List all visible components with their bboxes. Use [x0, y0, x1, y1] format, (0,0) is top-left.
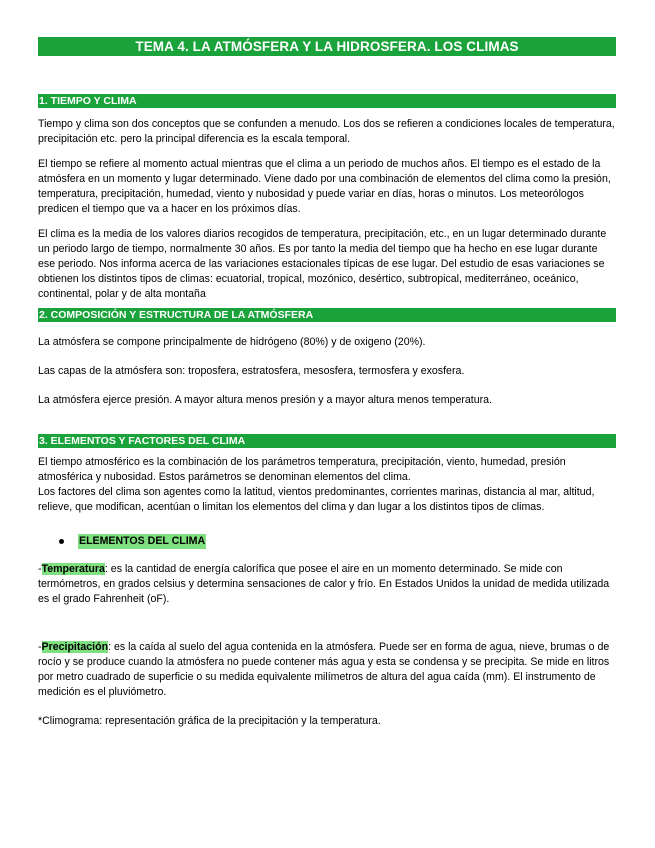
climograma-note: *Climograma: representación gráfica de la precipitación y la temperatura.: [38, 715, 381, 727]
definition-text: : es la caída al suelo del agua contenida en la atmósfera. Puede ser en forma de agua, nieve, brumas o de rocío y se produce cuando la atmósfera no puede contener más agua y esta se condensa y se precipita. Se mide en litros por metro cuadrado de superficie o su medida equivalente milímetros de altura del agua caída (mm). El instrumento de medición es el pluviómetro.: [38, 641, 610, 698]
paragraph: Las capas de la atmósfera son: troposfera, estratosfera, mesosfera, termosfera y exosfera.: [38, 365, 465, 377]
section-heading-composicion: 2. COMPOSICIÓN Y ESTRUCTURA DE LA ATMÓSFERA: [38, 308, 616, 322]
precipitacion-paragraph: [38, 640, 616, 700]
section-heading-tiempo-y-clima: 1. TIEMPO Y CLIMA: [38, 94, 616, 108]
paragraph: La atmósfera se compone principalmente de hidrógeno (80%) y de oxigeno (20%).: [38, 336, 426, 348]
bullet-dot-icon: [59, 539, 64, 544]
term-precipitacion: Precipitación: [41, 641, 109, 653]
bullet-label-elementos: ELEMENTOS DEL CLIMA: [79, 534, 206, 547]
paragraph: El clima es la media de los valores diarios recogidos de temperatura, precipitación, etc., en un lugar determinado durante un periodo largo de tiempo, normalmente 30 años. Es por tanto la media del tiempo que ha hecho en ese lugar durante ese periodo. Nos informa acerca de las variaciones estacionales típicas de ese lugar. Del estudio de esas variaciones se obtienen los distintos tipos de climas: ecuatorial, tropical, mozónico, desértico, subtropical, mediterráneo, oceánico, continental, polar y de alta montaña: [38, 228, 607, 300]
bullet-item: [38, 533, 616, 549]
document-title: TEMA 4. LA ATMÓSFERA Y LA HIDROSFERA. LOS CLIMAS: [38, 37, 616, 56]
paragraph: El tiempo se refiere al momento actual mientras que el clima a un periodo de muchos años. El tiempo es el estado de la atmósfera en un momento y lugar determinado. Viene dado por una combinación de elementos del clima como la presión, temperatura, precipitación, humedad, viento y nubosidad y puede variar en días, horas o minutos. Los meteorólogos predicen el tiempo que va a hacer en los próximos días.: [38, 158, 611, 215]
dash: -: [38, 641, 42, 653]
paragraph: La atmósfera ejerce presión. A mayor altura menos presión y a mayor altura menos temperatura.: [38, 394, 492, 406]
term-temperatura: Temperatura: [41, 563, 105, 575]
document-page: [38, 37, 616, 729]
section-heading-elementos-factores: 3. ELEMENTOS Y FACTORES DEL CLIMA: [38, 434, 616, 448]
paragraph: El tiempo atmosférico es la combinación de los parámetros temperatura, precipitación, viento, humedad, presión atmosférica y nubosidad. Estos parámetros se denominan elementos del clima.: [38, 456, 566, 483]
temperatura-paragraph: [38, 562, 616, 607]
paragraph: Los factores del clima son agentes como la latitud, vientos predominantes, corrientes marinas, distancia al mar, altitud, relieve, que modifican, acentúan o limitan los elementos del clima y dan lugar a los distintos tipos de climas.: [38, 486, 595, 513]
dash: -: [38, 563, 42, 575]
paragraph: Tiempo y clima son dos conceptos que se confunden a menudo. Los dos se refieren a condiciones locales de temperatura, precipitación etc. pero la principal diferencia es la escala temporal.: [38, 118, 615, 145]
definition-text: : es la cantidad de energía calorífica que posee el aire en un momento determinado. Se mide con termómetros, en grados celsius y determina sensaciones de calor y frío. En Estados Unidos la unidad de medida utilizada es el grado Fahrenheit (oF).: [38, 563, 610, 605]
